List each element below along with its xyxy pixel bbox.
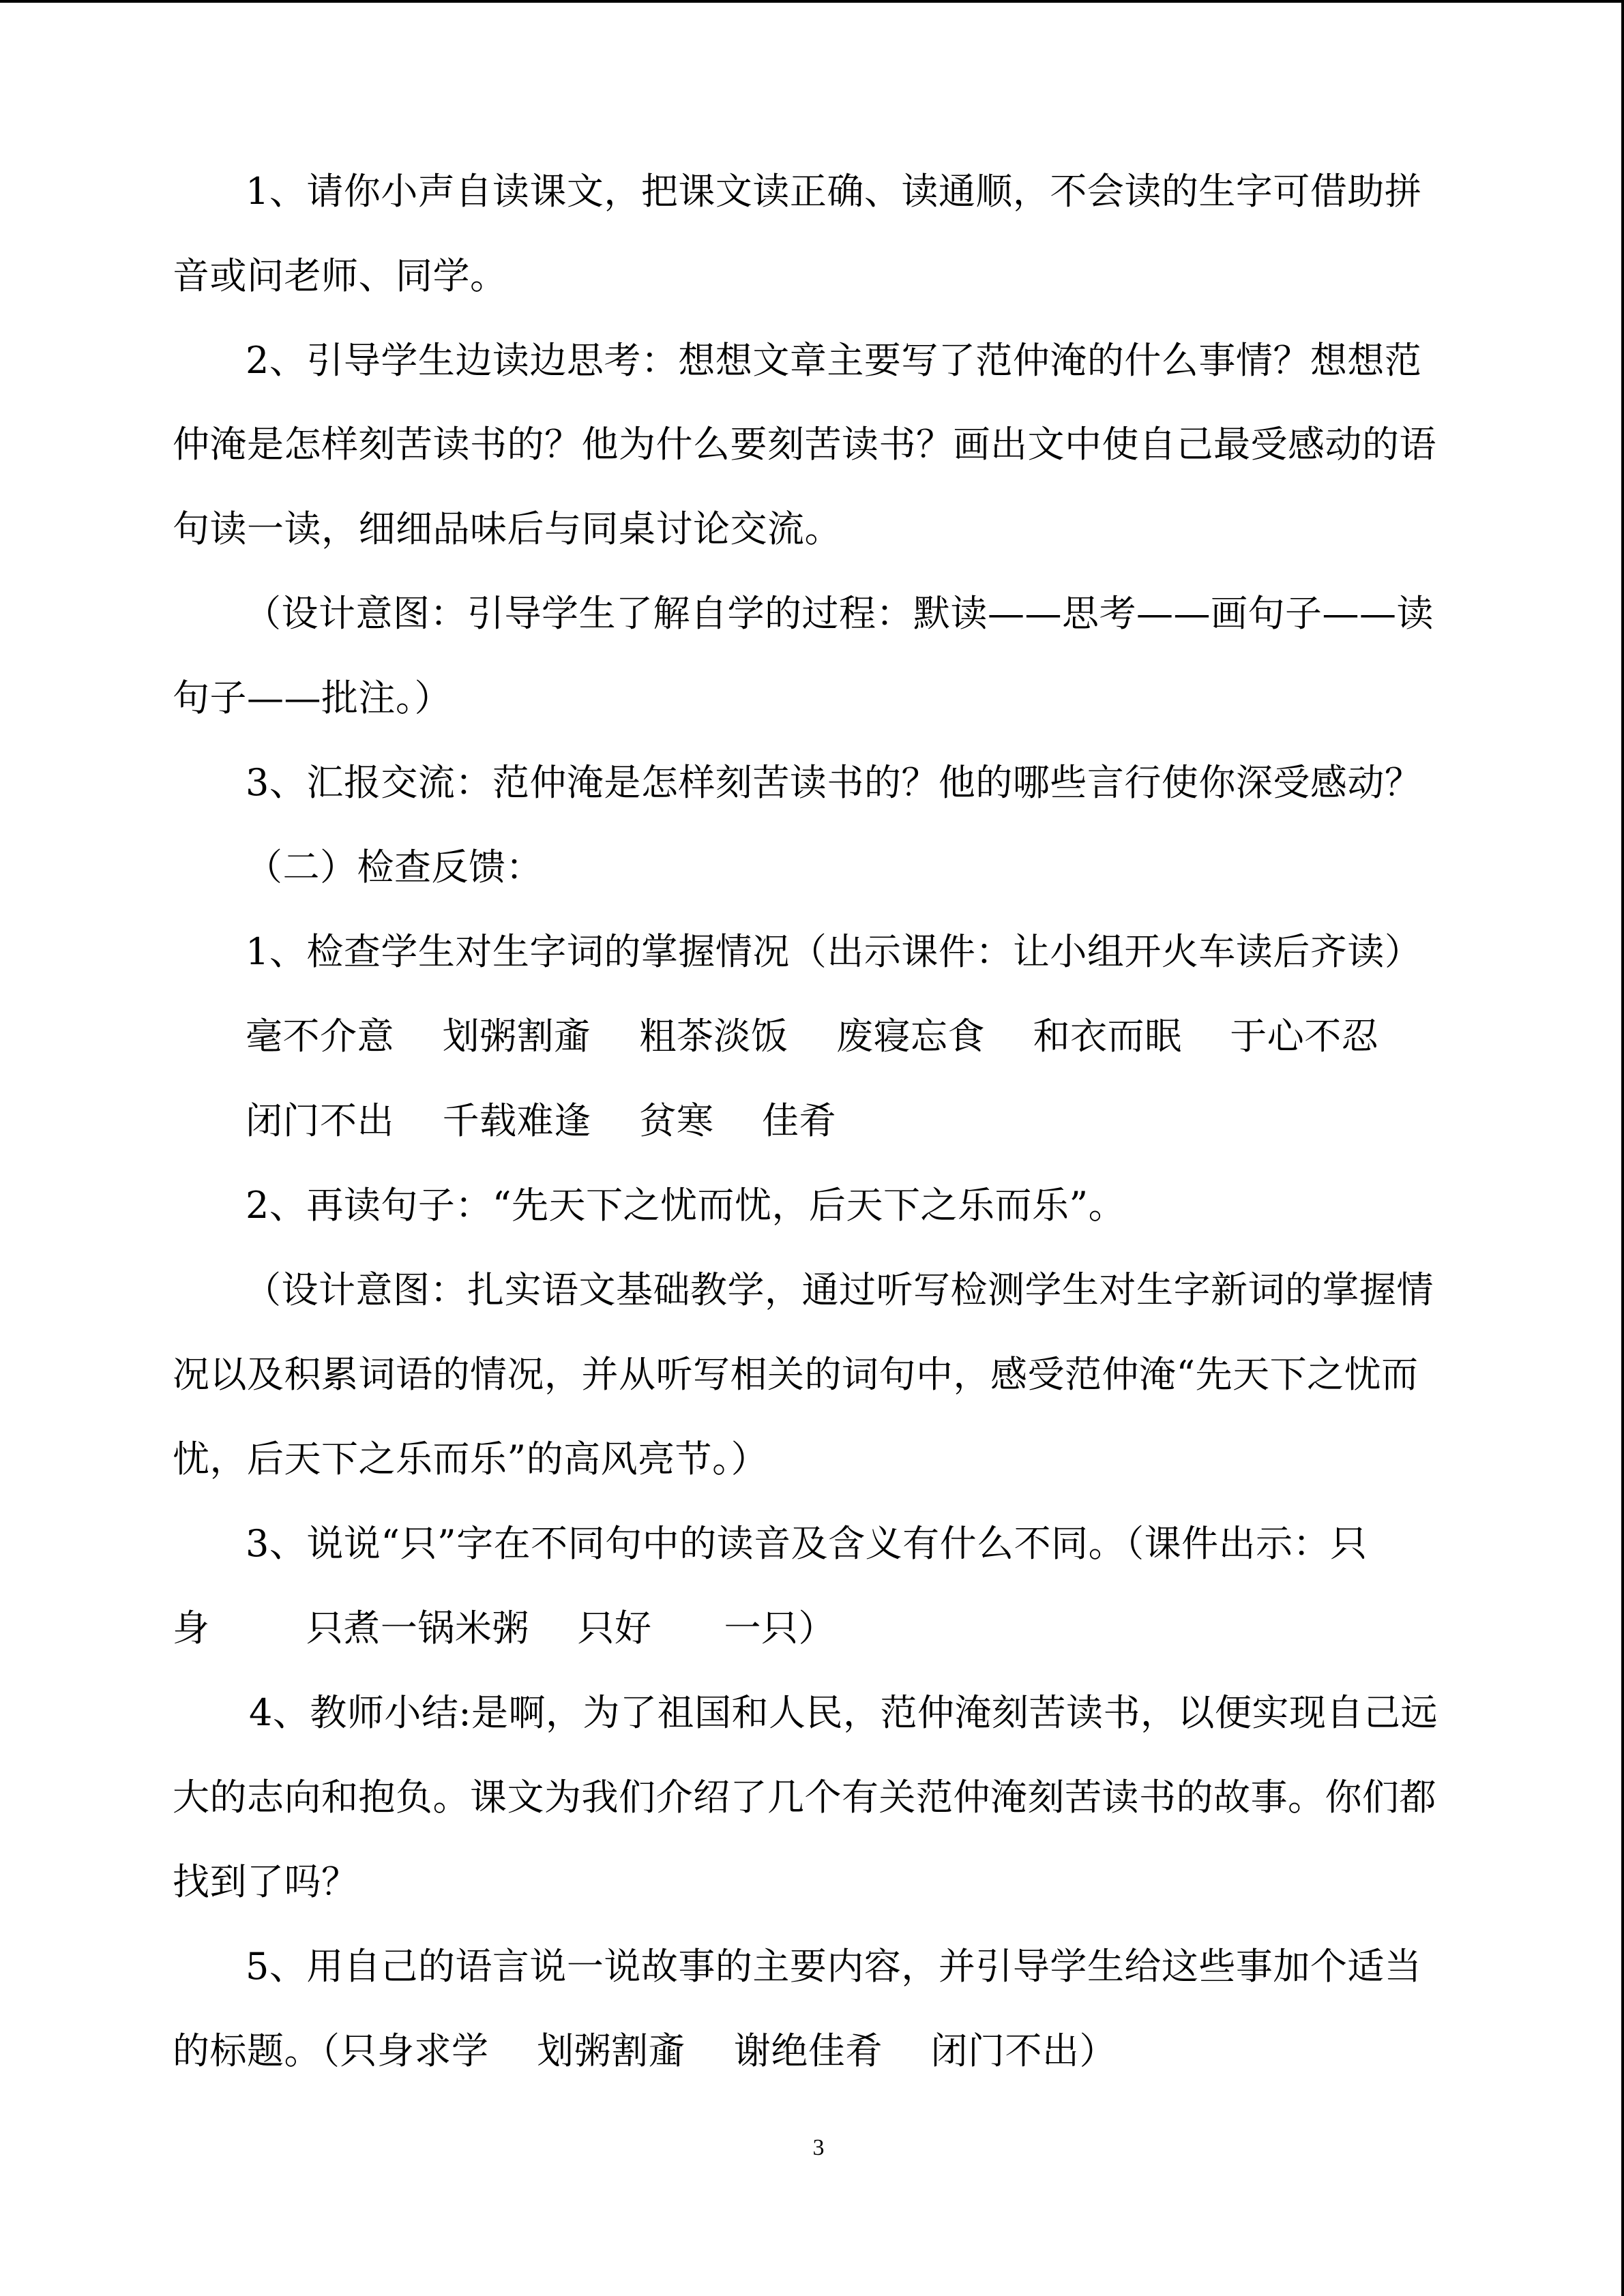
text-line-4: 仲淹是怎样刻苦读书的？他为什么要刻苦读书？画出文中使自己最受感动的语 [173,423,1436,466]
text-line-1: 1、请你小声自读课文，把课文读正确、读通顺，不会读的生字可借助拼 [246,170,1422,213]
word-list-1: 毫不介意 划粥割齑 粗茶淡饭 废寝忘食 和衣而眠 于心不忍 [246,1015,1379,1058]
text-line-20: 大的志向和抱负。课文为我们介绍了几个有关范仲淹刻苦读书的故事。你们都 [173,1776,1436,1819]
text-line-13: 2、再读句子：“先天下之忧而忧，后天下之乐而乐”。 [246,1184,1126,1227]
text-line-2: 音或问老师、同学。 [173,254,507,297]
text-line-14: （设计意图：扎实语文基础教学，通过听写检测学生对生字新词的掌握情 [244,1268,1434,1311]
text-line-10: 1、检查学生对生字词的掌握情况（出示课件：让小组开火车读后齐读） [246,930,1422,973]
right-border [1621,0,1624,2296]
section-heading: （二）检查反馈： [246,846,543,889]
text-line-18: 身 只煮一锅米粥 只好 一只） [173,1607,836,1650]
page-number: 3 [812,2135,825,2160]
text-line-3: 2、引导学生边读边思考：想想文章主要写了范仲淹的什么事情？想想范 [246,339,1422,382]
top-border [0,0,1624,3]
text-line-5: 句读一读，细细品味后与同桌讨论交流。 [173,507,842,550]
text-line-19: 4、教师小结:是啊，为了祖国和人民，范仲淹刻苦读书，以便实现自己远 [249,1691,1438,1734]
text-line-7: 句子——批注。） [173,676,452,719]
word-list-2: 闭门不出 千载难逢 贫寒 佳肴 [246,1099,836,1142]
text-line-22: 5、用自己的语言说一说故事的主要内容，并引导学生给这些事加个适当 [246,1945,1422,1988]
text-line-15: 况以及积累词语的情况，并从听写相关的词句中，感受范仲淹“先天下之忧而 [173,1353,1419,1396]
text-line-21: 找到了吗？ [173,1860,359,1903]
text-line-17: 3、说说“只”字在不同句中的读音及含义有什么不同。（课件出示：只 [246,1522,1368,1565]
text-line-16: 忧，后天下之乐而乐”的高风亮节。） [173,1437,769,1480]
text-line-6: （设计意图：引导学生了解自学的过程：默读——思考——画句子——读 [244,592,1434,635]
text-line-8: 3、汇报交流：范仲淹是怎样刻苦读书的？他的哪些言行使你深受感动？ [246,761,1422,804]
text-line-23: 的标题。（只身求学 划粥割齑 谢绝佳肴 闭门不出） [173,2029,1117,2072]
